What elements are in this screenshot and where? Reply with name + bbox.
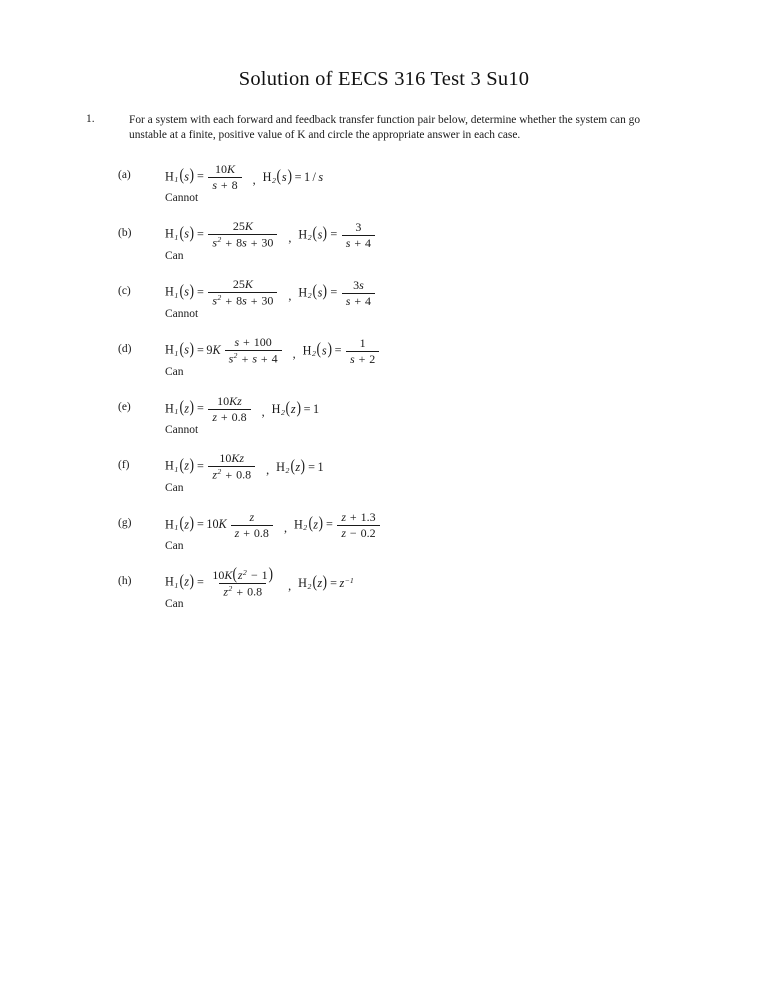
feedback-transfer-function: $H_2$ ( z ) = 1 [271, 397, 320, 418]
part-label: (h) [118, 575, 132, 587]
answer-choice[interactable]: Can [165, 366, 184, 378]
part-label: (g) [118, 517, 132, 529]
forward-transfer-function: $H_1$ ( s ) = $\frac{25K}{s^2 + 8s + 30}$ [165, 278, 279, 307]
answer-choice[interactable]: Can [165, 482, 184, 494]
equation [165, 392, 319, 426]
forward-transfer-function: $H_1$ ( z ) = $\frac{10Kz}{z^2 + 0.8}$ [165, 452, 257, 481]
equation [165, 160, 323, 194]
answer-choice[interactable]: Can [165, 250, 184, 262]
equation-separator: , [266, 462, 270, 477]
feedback-transfer-function: $H_2$ ( s ) = $\frac{3s}{s + 4}$ [298, 279, 377, 308]
part-label: (e) [118, 401, 131, 413]
feedback-transfer-function: $H_2$ ( s ) = $\frac{1}{s + 2}$ [303, 337, 382, 366]
equation [165, 334, 381, 368]
equation-separator: , [252, 172, 256, 187]
part-d [0, 334, 768, 392]
feedback-transfer-function: $H_2$ ( s ) = 1 / s [262, 165, 324, 186]
answer-choice[interactable]: Can [165, 598, 184, 610]
forward-transfer-function: $H_1$ ( s ) = 9K $\frac{s + 100}{s^2 + s + 4}$ [165, 336, 284, 365]
part-a [0, 160, 768, 218]
part-label: (a) [118, 169, 131, 181]
feedback-transfer-function: $H_2$ ( z ) = $z^{-1}$ [298, 571, 354, 592]
equation [165, 276, 377, 310]
transfer-function-pair [165, 566, 354, 600]
feedback-transfer-function: $H_2$ ( s ) = $\frac{3}{s + 4}$ [298, 221, 377, 250]
part-b [0, 218, 768, 276]
forward-transfer-function: $H_1$ ( s ) = $\frac{10K}{s + 8}$ [165, 163, 244, 192]
equation-separator: , [292, 346, 296, 361]
transfer-function-pair [165, 508, 382, 542]
problem-statement: For a system with each forward and feedback transfer function pair below, determine whether the system can go unstable at a finite, positive value of K and circle the appropriate answer in each case. [129, 114, 641, 142]
transfer-function-pair [165, 276, 377, 310]
part-label: (d) [118, 343, 132, 355]
equation [165, 508, 382, 542]
feedback-transfer-function: $H_2$ ( z ) = $\frac{z + 1.3}{z - 0.2}$ [294, 511, 382, 540]
part-label: (b) [118, 227, 132, 239]
transfer-function-pair [165, 160, 323, 194]
forward-transfer-function: $H_1$ ( z ) = $\frac{10Kz}{z + 0.8}$ [165, 395, 253, 424]
answer-choice[interactable]: Cannot [165, 308, 199, 320]
equation-separator: , [288, 578, 292, 593]
answer-choice[interactable]: Cannot [165, 424, 199, 436]
equation-separator: , [261, 404, 265, 419]
transfer-function-pair [165, 218, 377, 252]
feedback-transfer-function: $H_2$ ( z ) = 1 [276, 455, 324, 476]
part-f [0, 450, 768, 508]
forward-transfer-function: $H_1$ ( s ) = $\frac{25K}{s^2 + 8s + 30}$ [165, 220, 279, 249]
equation [165, 450, 324, 484]
page-title: Solution of EECS 316 Test 3 Su10 [238, 68, 530, 90]
answer-choice[interactable]: Can [165, 540, 184, 552]
problem-number: 1. [86, 113, 95, 125]
equation [165, 566, 354, 600]
equation-separator: , [288, 230, 292, 245]
equation-separator: , [288, 288, 292, 303]
transfer-function-pair [165, 450, 324, 484]
transfer-function-pair [165, 334, 381, 368]
part-label: (c) [118, 285, 131, 297]
equation [165, 218, 377, 252]
part-c [0, 276, 768, 334]
answer-choice[interactable]: Cannot [165, 192, 199, 204]
part-g [0, 508, 768, 566]
parts-list [0, 160, 768, 624]
transfer-function-pair [165, 392, 319, 426]
part-label: (f) [118, 459, 130, 471]
equation-separator: , [283, 520, 287, 535]
forward-transfer-function: $H_1$ ( z ) = 10K ( $z^2 - 1$ ) $z^2 + 0.8$ [165, 564, 273, 599]
forward-transfer-function: $H_1$ ( z ) = 10K $\frac{z}{z + 0.8}$ [165, 511, 275, 540]
part-e [0, 392, 768, 450]
part-h [0, 566, 768, 624]
